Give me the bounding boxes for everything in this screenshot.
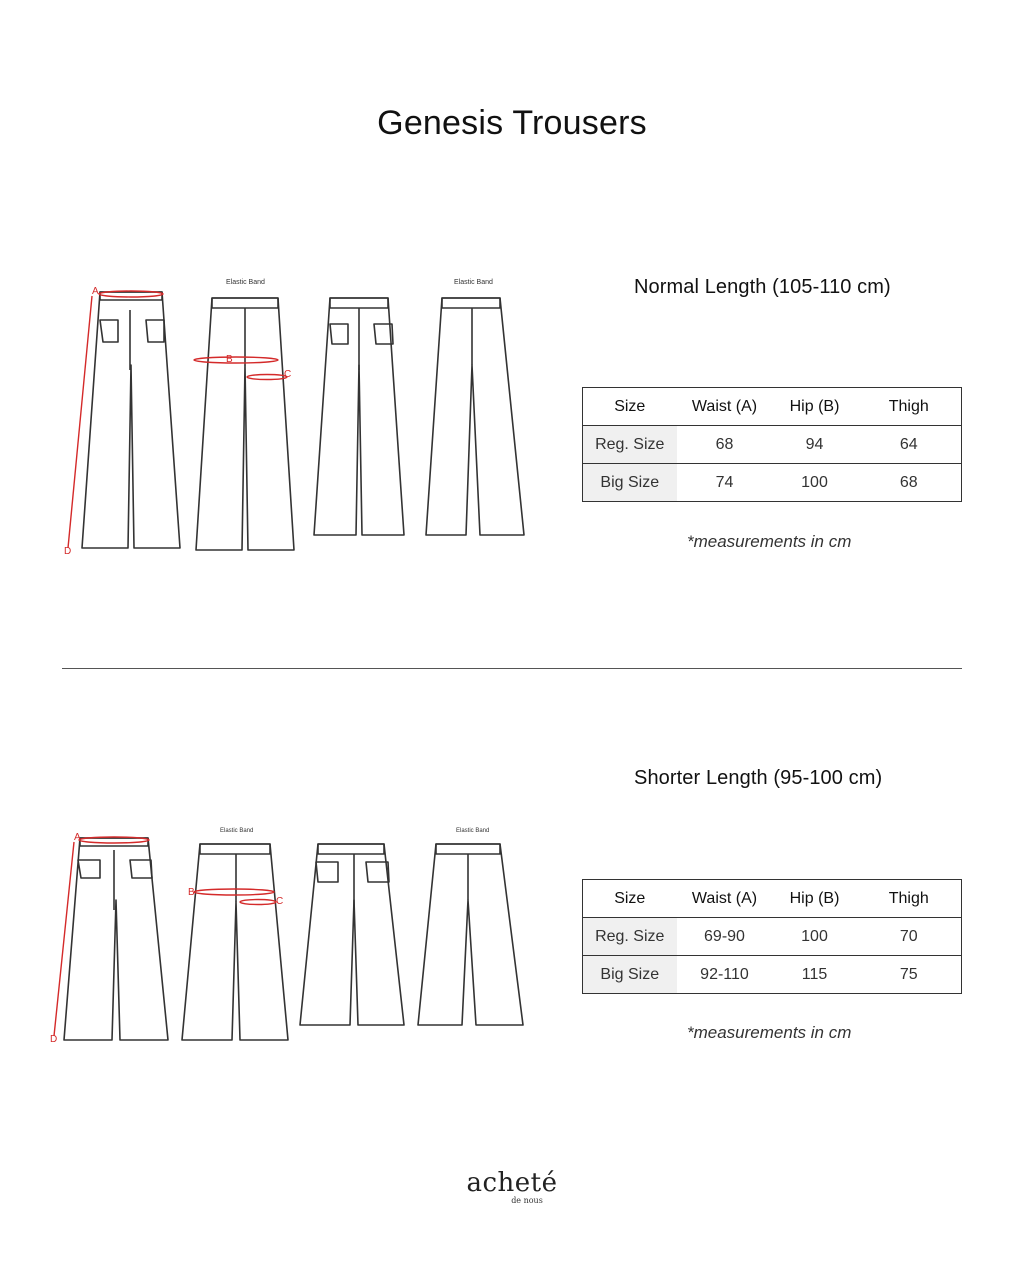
elastic-band-label: Elastic Band — [456, 828, 490, 834]
table-header: Waist (A) — [677, 880, 773, 918]
brand-tagline: de nous — [511, 1196, 543, 1205]
trousers-sketch-shorter — [48, 820, 528, 1045]
section-heading: Shorter Length (95-100 cm) — [634, 767, 883, 789]
page-title: Genesis Trousers — [377, 104, 647, 142]
table-cell: Reg. Size — [583, 426, 677, 464]
section-heading: Normal Length (105-110 cm) — [634, 276, 891, 298]
table-cell: 100 — [773, 918, 857, 956]
brand-name: acheté — [466, 1168, 558, 1198]
table-cell: 68 — [899, 473, 918, 491]
label-d: D — [64, 546, 72, 557]
table-header: Hip (B) — [773, 880, 857, 918]
table-header: Thigh — [857, 880, 962, 918]
table-row — [583, 956, 962, 994]
table-cell: 115 — [801, 965, 828, 983]
brand-logo — [0, 1168, 1024, 1205]
table-cell: 92-110 — [700, 965, 749, 983]
measurement-note: *measurements in cm — [687, 1023, 852, 1042]
section-divider — [62, 668, 962, 669]
measurement-note: *measurements in cm — [687, 532, 852, 551]
size-table — [582, 879, 962, 994]
label-c: C — [284, 369, 292, 380]
label-b: B — [188, 887, 195, 898]
table-row — [583, 918, 962, 956]
label-a: A — [92, 286, 99, 297]
table-cell: 64 — [857, 426, 962, 464]
table-cell: 100 — [801, 473, 828, 491]
table-cell: 94 — [773, 426, 857, 464]
elastic-band-label: Elastic Band — [454, 279, 493, 286]
label-b: B — [226, 354, 233, 365]
trousers-sketch-normal — [56, 270, 536, 560]
table-header: Hip (B) — [773, 388, 857, 426]
table-header: Waist (A) — [677, 388, 773, 426]
table-cell: Big Size — [583, 956, 677, 994]
table-cell: Reg. Size — [583, 918, 677, 956]
table-header: Thigh — [857, 388, 962, 426]
table-row — [583, 426, 962, 464]
label-a: A — [74, 832, 81, 843]
elastic-band-label: Elastic Band — [226, 279, 265, 286]
table-cell: Big Size — [583, 464, 677, 502]
table-header: Size — [583, 388, 677, 426]
table-cell: 75 — [899, 965, 918, 983]
elastic-band-label: Elastic Band — [220, 828, 254, 834]
size-table — [582, 387, 962, 502]
table-cell: 70 — [857, 918, 962, 956]
table-cell: 69-90 — [677, 918, 773, 956]
table-cell: 74 — [715, 473, 734, 491]
label-c: C — [276, 896, 284, 907]
table-row — [583, 464, 962, 502]
table-header: Size — [583, 880, 677, 918]
table-cell: 68 — [677, 426, 773, 464]
label-d: D — [50, 1034, 58, 1045]
